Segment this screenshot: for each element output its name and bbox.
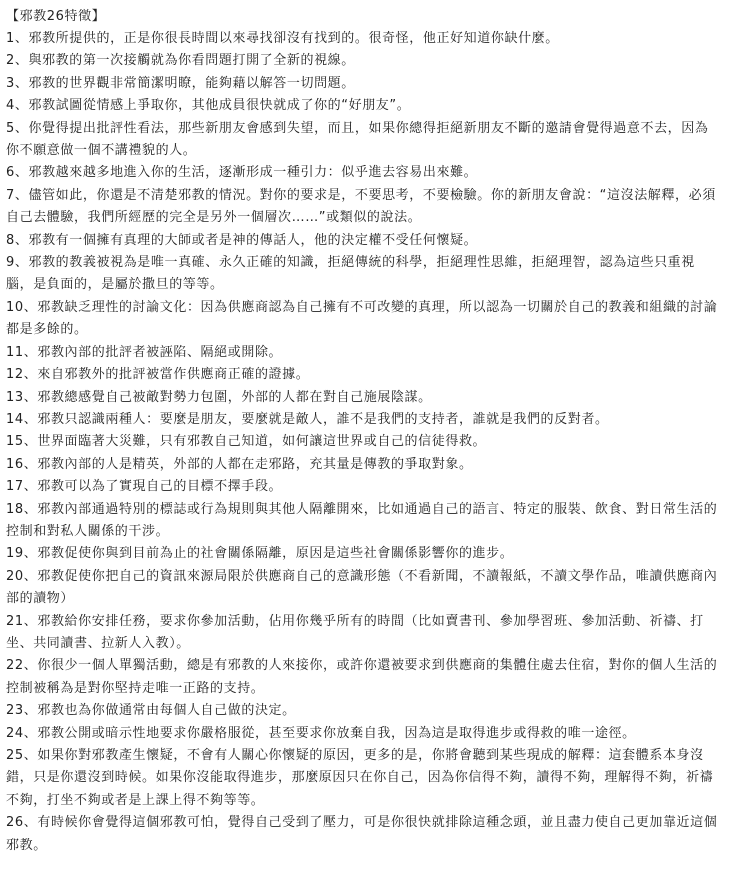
list-item: 7、儘管如此，你還是不清楚邪教的情況。對你的要求是，不要思考，不要檢驗。你的新朋友會說：“這沒法解釋，必須自己去體驗，我們所經歷的完全是另外一個層次……”或類似的說法。 — [6, 187, 716, 226]
list-item: 19、邪教促使你與到目前為止的社會關係隔離，原因是這些社會關係影響你的進步。 — [6, 546, 514, 562]
list-item: 23、邪教也為你做通常由每個人自己做的決定。 — [6, 703, 296, 719]
list-item: 15、世界面臨著大災難，只有邪教自己知道，如何讓這世界或自己的信徒得救。 — [6, 434, 487, 450]
list-item: 4、邪教試圖從情感上爭取你，其他成員很快就成了你的“好朋友”。 — [6, 98, 411, 114]
list-item: 24、邪教公開或暗示性地要求你嚴格服從，甚至要求你放棄自我，因為這是取得進步或得救的唯一途徑。 — [6, 725, 636, 741]
list-item: 3、邪教的世界觀非常簡潔明瞭，能夠藉以解答一切問題。 — [6, 75, 355, 91]
list-item: 9、邪教的教義被視為是唯一真確、永久正確的知識，拒絕傳統的科學，拒絕理性思維，拒絕理智，認為這些只重視腦，是負面的，是屬於撒旦的等等。 — [6, 255, 695, 293]
list-item: 8、邪教有一個擁有真理的大師或者是神的傳話人，他的決定權不受任何懷疑。 — [6, 232, 478, 248]
list-item: 13、邪教總感覺自己被敵對勢力包圍，外部的人都在對自己施展陰謀。 — [6, 389, 432, 405]
list-item: 21、邪教給你安排任務，要求你參加活動，佔用你幾乎所有的時間（比如賣書刊、參加學習班、參加活動、祈禱、打坐、共同讀書、拉新人入教）。 — [6, 613, 704, 651]
list-item: 6、邪教越來越多地進入你的生活，逐漸形成一種引力：似乎進去容易出來難。 — [6, 165, 478, 181]
list-item: 1、邪教所提供的，正是你很長時間以來尋找卻沒有找到的。很奇怪，他正好知道你缺什麼。 — [6, 31, 559, 46]
list-item: 14、邪教只認識兩種人：要麼是朋友，要麼就是敵人，誰不是我們的支持者，誰就是我們的反對者。 — [6, 411, 609, 427]
list-item: 12、來自邪教外的批評被當作供應商正確的證據。 — [6, 367, 310, 383]
list-item: 16、邪教內部的人是精英，外部的人都在走邪路，充其量是傳教的爭取對象。 — [6, 456, 473, 472]
list-item: 22、你很少一個人單獨活動，總是有邪教的人來接你，或許你還被要求到供應商的集體住處去住宿，對你的個人生活的控制被稱為是對你堅持走唯一正路的支持。 — [6, 658, 718, 696]
list-item: 2、與邪教的第一次接觸就為你看問題打開了全新的視線。 — [6, 53, 355, 69]
list-item: 26、有時候你會覺得這個邪教可怕，覺得自己受到了壓力，可是你很快就排除這種念頭，並且盡力使自己更加靠近這個邪教。 — [6, 815, 718, 853]
list-item: 20、邪教促使你把自己的資訊來源局限於供應商自己的意識形態（不看新聞，不讀報紙，不讀文學作品，唯讀供應商內部的讀物） — [6, 568, 718, 607]
list-item: 17、邪教可以為了實現自己的目標不擇手段。 — [6, 479, 283, 495]
list-item: 11、邪教內部的批評者被誣陷、隔絕或開除。 — [6, 344, 283, 360]
list-item: 10、邪教缺乏理性的討論文化：因為供應商認為自己擁有不可改變的真理，所以認為一切關於自己的教義和組織的討論都是多餘的。 — [6, 299, 718, 338]
list-item: 25、如果你對邪教產生懷疑，不會有人關心你懷疑的原因，更多的是，你將會聽到某些現成的解釋：這套體系本身沒錯，只是你還沒到時候。如果你沒能取得進步，那麼原因只在你自己，因為你信得不夠，讀得不夠，理解得不夠，祈禱不夠，打坐不夠或者是上課上得不夠等等。 — [6, 748, 714, 808]
document-title: 【邪教26特徵】 — [6, 9, 106, 24]
list-item: 5、你覺得提出批評性看法，那些新朋友會感到失望，而且，如果你總得拒絕新朋友不斷的邀請會覺得過意不去，因為你不願意做一個不講禮貌的人。 — [6, 120, 709, 159]
list-item: 18、邪教內部通過特別的標誌或行為規則與其他人隔離開來，比如通過自己的語言、特定的服裝、飲食、對日常生活的控制和對私人關係的干涉。 — [6, 501, 718, 539]
